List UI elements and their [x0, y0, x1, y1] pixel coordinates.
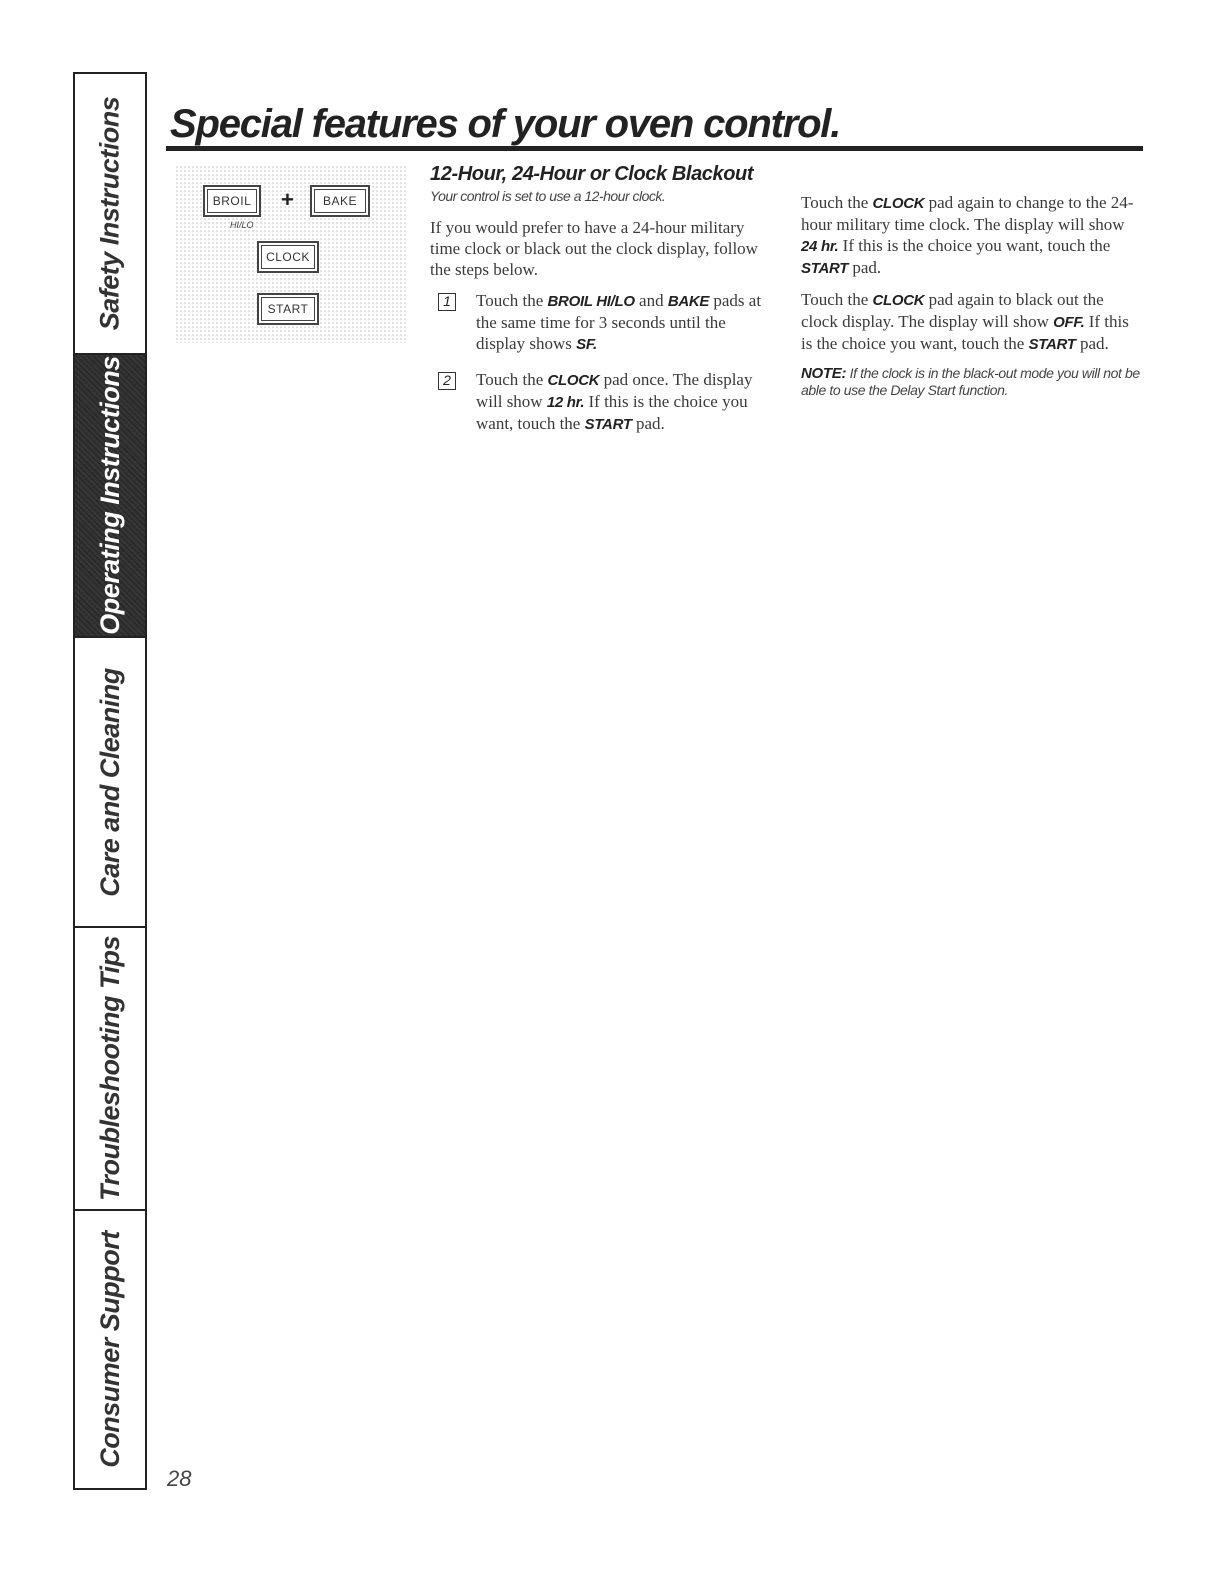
page-title: Special features of your oven control. [170, 102, 841, 146]
start-pad: START [257, 293, 319, 325]
step-1-text: Touch the [476, 291, 548, 310]
step-2-text: pad once. The display will show [476, 370, 753, 411]
p2-text: Touch the [801, 290, 873, 309]
bake-pad: BAKE [310, 185, 370, 217]
section-tabs [73, 72, 147, 1490]
intro-paragraph: If you would prefer to have a 24-hour military time clock or black out the clock display, follow the steps below. [430, 218, 758, 279]
tab-safety-instructions[interactable] [75, 74, 145, 355]
broil-hilo-label: HI/LO [230, 220, 254, 230]
right-column [801, 192, 1141, 409]
broil-pad: BROIL [203, 185, 261, 217]
clock-pad: CLOCK [257, 241, 319, 273]
start-term: START [584, 416, 632, 433]
broil-hilo-term: BROIL HI/LO [547, 293, 635, 310]
step-2-text: If this is the choice you want, touch the [476, 392, 748, 433]
tab-care-and-cleaning-label: Care and Cleaning [94, 667, 125, 897]
p1-text: pad again to change to the 24-hour military time clock. The display will show [801, 193, 1134, 234]
24hr-display-term: 24 hr. [801, 238, 839, 255]
tab-troubleshooting-tips[interactable] [75, 928, 145, 1211]
p2-text: pad. [1075, 334, 1109, 353]
clock-term: CLOCK [872, 292, 925, 309]
tab-operating-instructions-label: Operating Instructions [94, 356, 125, 635]
step-2-text: pad. [631, 414, 665, 433]
clock-term: CLOCK [547, 372, 600, 389]
p2-text: If this is the choice you want, touch the [801, 312, 1129, 353]
tab-consumer-support-label: Consumer Support [94, 1231, 125, 1468]
tab-consumer-support[interactable] [75, 1211, 145, 1488]
step-number-2: 2 [438, 372, 456, 390]
section-subheading: Your control is set to use a 12-hour clock. [430, 188, 666, 204]
control-pad-illustration [175, 165, 407, 343]
tab-care-and-cleaning[interactable] [75, 638, 145, 928]
note [801, 365, 1141, 399]
step-2 [430, 369, 775, 435]
off-display-term: OFF. [1053, 314, 1085, 331]
tab-operating-instructions[interactable] [75, 355, 145, 638]
step-2-text: Touch the [476, 370, 548, 389]
page-number: 28 [167, 1466, 192, 1491]
paragraph-24-hour [801, 192, 1141, 279]
12hr-display-term: 12 hr. [546, 394, 585, 411]
tab-troubleshooting-tips-label: Troubleshooting Tips [94, 936, 125, 1201]
middle-column [430, 161, 775, 449]
step-number-1: 1 [438, 293, 456, 311]
step-1-text: and [634, 291, 668, 310]
sf-display-term: SF. [576, 336, 597, 353]
step-1-text: pads at the same time for 3 seconds until the display shows [476, 291, 762, 353]
paragraph-blackout [801, 289, 1141, 355]
start-term: START [801, 260, 849, 277]
title-rule [166, 146, 1143, 151]
tab-safety-instructions-label: Safety Instructions [94, 96, 125, 331]
bake-term: BAKE [667, 293, 710, 310]
step-1 [430, 290, 775, 355]
p1-text: Touch the [801, 193, 873, 212]
section-heading: 12-Hour, 24-Hour or Clock Blackout [430, 163, 754, 185]
p1-text: If this is the choice you want, touch the [838, 236, 1111, 255]
p1-text: pad. [848, 258, 882, 277]
p2-text: pad again to black out the clock display. The display will show [801, 290, 1104, 331]
plus-sign: + [281, 187, 294, 212]
start-term: START [1028, 336, 1076, 353]
clock-term: CLOCK [872, 195, 925, 212]
note-label: NOTE: [801, 365, 847, 382]
note-text: If the clock is in the black-out mode you will not be able to use the Delay Start function. [801, 365, 1140, 398]
